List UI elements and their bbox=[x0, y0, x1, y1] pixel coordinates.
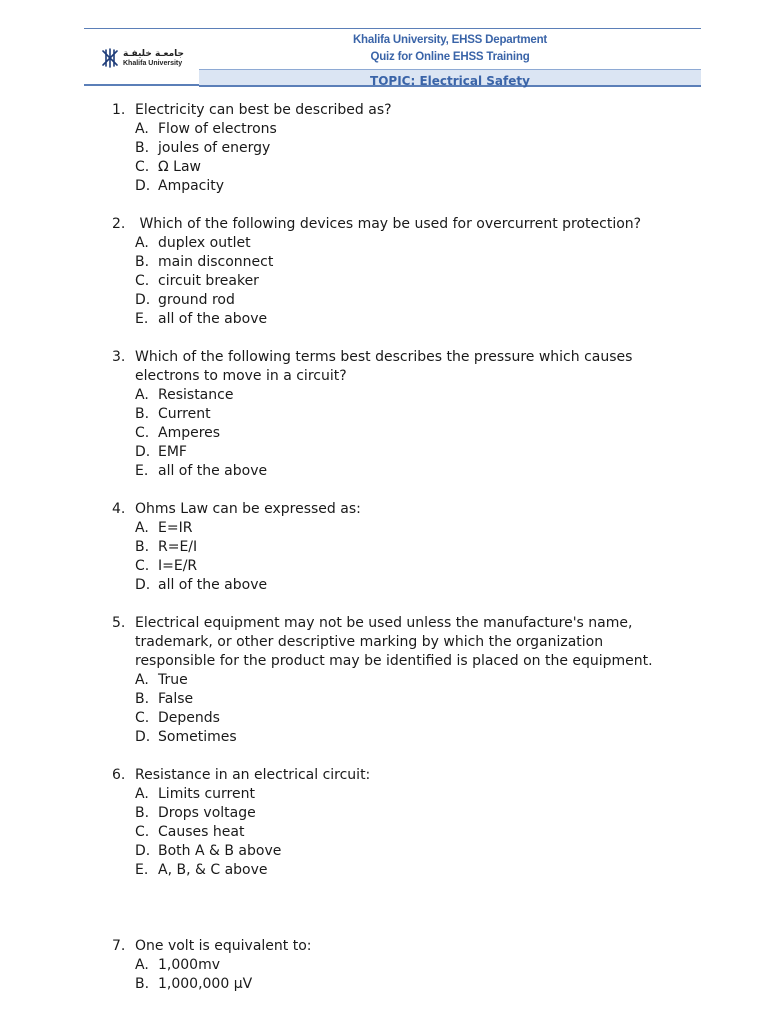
topic-text: TOPIC: Electrical Safety bbox=[370, 74, 530, 88]
question-row bbox=[112, 614, 672, 671]
option-letter: A. bbox=[135, 121, 149, 137]
question-text: Which of the following devices may be used for overcurrent protection? bbox=[135, 216, 642, 232]
option-text: EMF bbox=[158, 444, 187, 460]
option-text: Current bbox=[158, 406, 211, 422]
answer-option bbox=[112, 139, 672, 158]
topic-banner bbox=[199, 69, 701, 87]
option-letter: D. bbox=[135, 843, 151, 859]
option-letter: B. bbox=[135, 539, 150, 555]
answer-option bbox=[112, 158, 672, 177]
question-item bbox=[112, 101, 672, 196]
document-header bbox=[84, 28, 701, 86]
option-letter: A. bbox=[135, 520, 149, 536]
option-letter: B. bbox=[135, 976, 150, 992]
question-item bbox=[112, 937, 672, 994]
option-letter: B. bbox=[135, 805, 150, 821]
option-text: A, B, & C above bbox=[158, 862, 268, 878]
question-item bbox=[112, 500, 672, 595]
option-letter: E. bbox=[135, 463, 149, 479]
answer-option bbox=[112, 424, 672, 443]
option-letter: D. bbox=[135, 577, 151, 593]
question-number: 1. bbox=[112, 102, 126, 118]
option-letter: B. bbox=[135, 691, 150, 707]
header-department: Khalifa University, EHSS Department bbox=[352, 34, 548, 46]
option-text: duplex outlet bbox=[158, 235, 251, 251]
option-text: Limits current bbox=[158, 786, 255, 802]
answer-option bbox=[112, 272, 672, 291]
answer-option bbox=[112, 823, 672, 842]
answer-option bbox=[112, 538, 672, 557]
header-top-rule bbox=[84, 28, 701, 29]
question-number: 7. bbox=[112, 938, 126, 954]
header-bottom-rule bbox=[84, 84, 199, 86]
option-letter: A. bbox=[135, 387, 149, 403]
answer-option bbox=[112, 728, 672, 747]
option-text: E=IR bbox=[158, 520, 193, 536]
question-number: 5. bbox=[112, 615, 126, 631]
option-text: I=E/R bbox=[158, 558, 198, 574]
option-letter: B. bbox=[135, 406, 150, 422]
answer-option bbox=[112, 842, 672, 861]
option-letter: C. bbox=[135, 425, 150, 441]
option-text: Causes heat bbox=[158, 824, 245, 840]
question-text: One volt is equivalent to: bbox=[135, 938, 312, 954]
answer-option bbox=[112, 975, 672, 994]
option-text: Ω Law bbox=[158, 159, 201, 175]
question-item bbox=[112, 215, 672, 329]
question-text: Resistance in an electrical circuit: bbox=[135, 767, 371, 783]
question-item bbox=[112, 348, 672, 481]
question-row bbox=[112, 766, 672, 785]
answer-option bbox=[112, 234, 672, 253]
option-text: all of the above bbox=[158, 463, 268, 479]
answer-option bbox=[112, 291, 672, 310]
khalifa-emblem-icon bbox=[100, 47, 120, 69]
option-text: Amperes bbox=[158, 425, 221, 441]
option-text: all of the above bbox=[158, 311, 268, 327]
option-letter: C. bbox=[135, 710, 150, 726]
option-text: False bbox=[158, 691, 194, 707]
option-letter: C. bbox=[135, 159, 150, 175]
question-number: 6. bbox=[112, 767, 126, 783]
option-text: joules of energy bbox=[158, 140, 271, 156]
option-letter: B. bbox=[135, 140, 150, 156]
option-letter: C. bbox=[135, 273, 150, 289]
logo-english-text: Khalifa University bbox=[123, 59, 183, 67]
option-text: circuit breaker bbox=[158, 273, 259, 289]
logo-arabic-text: جامعـة خليفـة bbox=[123, 48, 185, 59]
answer-option bbox=[112, 956, 672, 975]
option-letter: E. bbox=[135, 862, 149, 878]
option-text: Ampacity bbox=[158, 178, 225, 194]
answer-option bbox=[112, 386, 672, 405]
answer-option bbox=[112, 557, 672, 576]
question-row bbox=[112, 348, 672, 386]
answer-option bbox=[112, 576, 672, 595]
header-quiz-title: Quiz for Online EHSS Training bbox=[370, 51, 530, 63]
university-logo bbox=[100, 44, 200, 72]
answer-option bbox=[112, 785, 672, 804]
answer-option bbox=[112, 671, 672, 690]
option-letter: D. bbox=[135, 292, 151, 308]
option-text: main disconnect bbox=[158, 254, 274, 270]
question-row bbox=[112, 937, 672, 956]
option-text: ground rod bbox=[158, 292, 235, 308]
answer-option bbox=[112, 405, 672, 424]
answer-option bbox=[112, 177, 672, 196]
question-number: 2. bbox=[112, 216, 126, 232]
answer-option bbox=[112, 709, 672, 728]
option-letter: D. bbox=[135, 178, 151, 194]
option-text: Depends bbox=[158, 710, 220, 726]
answer-option bbox=[112, 519, 672, 538]
question-item bbox=[112, 614, 672, 747]
option-letter: A. bbox=[135, 672, 149, 688]
question-row bbox=[112, 215, 672, 234]
quiz-questions-list bbox=[112, 101, 672, 1013]
answer-option bbox=[112, 310, 672, 329]
answer-option bbox=[112, 690, 672, 709]
answer-option bbox=[112, 804, 672, 823]
option-letter: C. bbox=[135, 824, 150, 840]
option-text: Both A & B above bbox=[158, 843, 282, 859]
option-text: Drops voltage bbox=[158, 805, 256, 821]
option-letter: A. bbox=[135, 786, 149, 802]
question-row bbox=[112, 500, 672, 519]
option-letter: D. bbox=[135, 444, 151, 460]
option-text: R=E/I bbox=[158, 539, 198, 555]
question-row bbox=[112, 101, 672, 120]
answer-option bbox=[112, 462, 672, 481]
option-letter: D. bbox=[135, 729, 151, 745]
option-letter: A. bbox=[135, 235, 149, 251]
option-letter: E. bbox=[135, 311, 149, 327]
option-text: Resistance bbox=[158, 387, 234, 403]
question-text: Ohms Law can be expressed as: bbox=[135, 501, 361, 517]
option-letter: C. bbox=[135, 558, 150, 574]
option-letter: A. bbox=[135, 957, 149, 973]
option-text: True bbox=[158, 672, 188, 688]
question-text: Electrical equipment may not be used unless the manufacture's name, trademark, or other descriptive marking by which the organization responsible for the product may be identified is placed on the equipment. bbox=[135, 615, 653, 669]
question-number: 4. bbox=[112, 501, 126, 517]
question-text: Which of the following terms best describes the pressure which causes electrons to move in a circuit? bbox=[135, 349, 637, 384]
option-text: Flow of electrons bbox=[158, 121, 277, 137]
option-text: all of the above bbox=[158, 577, 268, 593]
question-text: Electricity can best be described as? bbox=[135, 102, 392, 118]
answer-option bbox=[112, 861, 672, 880]
option-letter: B. bbox=[135, 254, 150, 270]
answer-option bbox=[112, 253, 672, 272]
answer-option bbox=[112, 443, 672, 462]
option-text: 1,000mv bbox=[158, 957, 221, 973]
option-text: Sometimes bbox=[158, 729, 237, 745]
answer-option bbox=[112, 120, 672, 139]
question-number: 3. bbox=[112, 349, 126, 365]
question-item bbox=[112, 766, 672, 880]
option-text: 1,000,000 µV bbox=[158, 976, 253, 992]
